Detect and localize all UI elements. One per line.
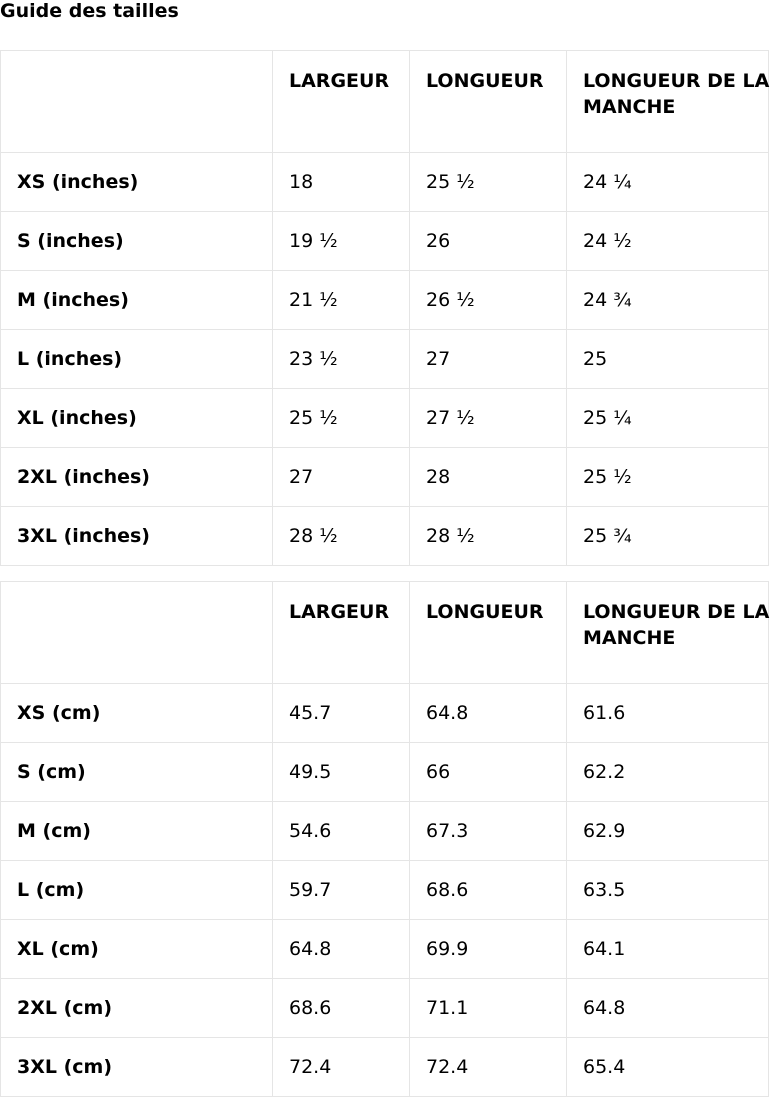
largeur-value: 49.5 xyxy=(273,743,410,802)
table-row xyxy=(1,153,769,212)
table-row xyxy=(1,920,769,979)
table-row xyxy=(1,743,769,802)
longueur-value: 68.6 xyxy=(410,861,567,920)
header-cell-empty xyxy=(1,582,273,684)
largeur-value: 27 xyxy=(273,448,410,507)
size-label: XL (cm) xyxy=(1,920,273,979)
largeur-value: 18 xyxy=(273,153,410,212)
longueur-value: 28 ½ xyxy=(410,507,567,566)
longueur-value: 25 ½ xyxy=(410,153,567,212)
page-title: Guide des tailles xyxy=(0,0,179,22)
size-table-cm xyxy=(0,581,769,1097)
size-label: XS (inches) xyxy=(1,153,273,212)
manche-value: 25 ¼ xyxy=(567,389,769,448)
manche-value: 64.8 xyxy=(567,979,769,1038)
manche-value: 64.1 xyxy=(567,920,769,979)
size-table-inches xyxy=(0,50,769,566)
header-cell-longueur-manche: LONGUEUR DE LA MANCHE xyxy=(567,51,769,153)
size-label: XS (cm) xyxy=(1,684,273,743)
table-row xyxy=(1,330,769,389)
largeur-value: 19 ½ xyxy=(273,212,410,271)
longueur-value: 28 xyxy=(410,448,567,507)
size-label: L (cm) xyxy=(1,861,273,920)
largeur-value: 64.8 xyxy=(273,920,410,979)
table-row xyxy=(1,271,769,330)
largeur-value: 54.6 xyxy=(273,802,410,861)
size-label: L (inches) xyxy=(1,330,273,389)
header-cell-largeur: LARGEUR xyxy=(273,582,410,684)
largeur-value: 21 ½ xyxy=(273,271,410,330)
size-label: M (cm) xyxy=(1,802,273,861)
size-label: XL (inches) xyxy=(1,389,273,448)
manche-value: 25 ¾ xyxy=(567,507,769,566)
longueur-value: 26 xyxy=(410,212,567,271)
manche-value: 24 ¾ xyxy=(567,271,769,330)
longueur-value: 27 ½ xyxy=(410,389,567,448)
header-cell-empty xyxy=(1,51,273,153)
size-label: 2XL (inches) xyxy=(1,448,273,507)
size-label: S (cm) xyxy=(1,743,273,802)
table-row xyxy=(1,684,769,743)
size-label: S (inches) xyxy=(1,212,273,271)
largeur-value: 59.7 xyxy=(273,861,410,920)
manche-value: 62.9 xyxy=(567,802,769,861)
largeur-value: 45.7 xyxy=(273,684,410,743)
manche-value: 65.4 xyxy=(567,1038,769,1097)
manche-value: 61.6 xyxy=(567,684,769,743)
largeur-value: 68.6 xyxy=(273,979,410,1038)
largeur-value: 28 ½ xyxy=(273,507,410,566)
header-cell-longueur-manche: LONGUEUR DE LA MANCHE xyxy=(567,582,769,684)
table-header-row xyxy=(1,582,769,684)
size-label: 3XL (inches) xyxy=(1,507,273,566)
table-row xyxy=(1,861,769,920)
table-row xyxy=(1,1038,769,1097)
largeur-value: 23 ½ xyxy=(273,330,410,389)
table-row xyxy=(1,802,769,861)
header-cell-largeur: LARGEUR xyxy=(273,51,410,153)
longueur-value: 69.9 xyxy=(410,920,567,979)
table-row xyxy=(1,979,769,1038)
manche-value: 24 ½ xyxy=(567,212,769,271)
longueur-value: 26 ½ xyxy=(410,271,567,330)
table-row xyxy=(1,448,769,507)
longueur-value: 64.8 xyxy=(410,684,567,743)
manche-value: 63.5 xyxy=(567,861,769,920)
manche-value: 24 ¼ xyxy=(567,153,769,212)
table-row xyxy=(1,212,769,271)
size-label: 2XL (cm) xyxy=(1,979,273,1038)
longueur-value: 67.3 xyxy=(410,802,567,861)
manche-value: 62.2 xyxy=(567,743,769,802)
largeur-value: 72.4 xyxy=(273,1038,410,1097)
table-row xyxy=(1,507,769,566)
table-header-row xyxy=(1,51,769,153)
longueur-value: 72.4 xyxy=(410,1038,567,1097)
longueur-value: 27 xyxy=(410,330,567,389)
longueur-value: 66 xyxy=(410,743,567,802)
header-cell-longueur: LONGUEUR xyxy=(410,582,567,684)
manche-value: 25 xyxy=(567,330,769,389)
longueur-value: 71.1 xyxy=(410,979,567,1038)
manche-value: 25 ½ xyxy=(567,448,769,507)
size-label: M (inches) xyxy=(1,271,273,330)
header-cell-longueur: LONGUEUR xyxy=(410,51,567,153)
largeur-value: 25 ½ xyxy=(273,389,410,448)
table-row xyxy=(1,389,769,448)
size-label: 3XL (cm) xyxy=(1,1038,273,1097)
